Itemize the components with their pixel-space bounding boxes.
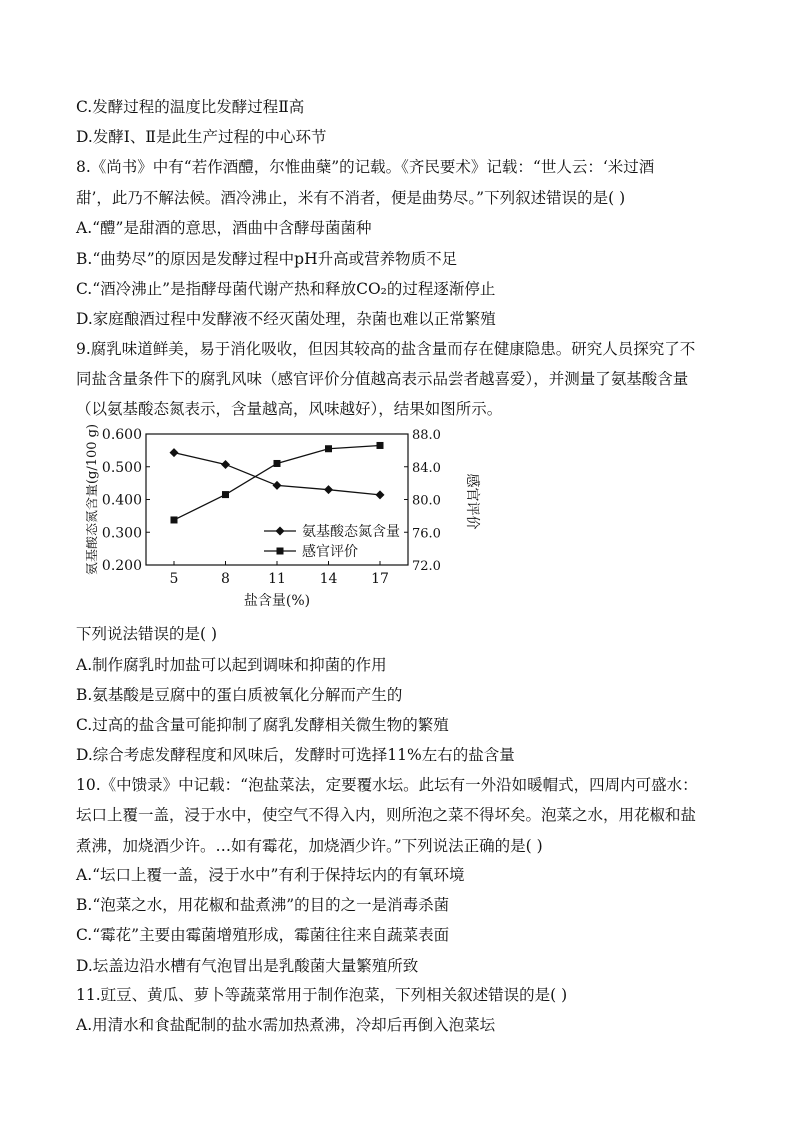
data-point-diamond — [273, 481, 282, 490]
text-line: C.“霉花”主要由霉菌增殖形成，霉菌往往来自蔬菜表面 — [76, 926, 450, 944]
y-right-tick-label: 88.0 — [412, 428, 441, 443]
x-axis-label: 盐含量(%) — [243, 593, 311, 609]
text-line: D.发酵Ⅰ、Ⅱ是此生产过程的中心环节 — [76, 128, 327, 146]
data-point-diamond — [376, 490, 385, 499]
text-line: 坛口上覆一盖，浸于水中，使空气不得入内，则所泡之菜不得坏矣。泡菜之水，用花椒和盐 — [76, 806, 697, 824]
text-line: C.发酵过程的温度比发酵过程Ⅱ高 — [76, 98, 305, 116]
text-line: C.“酒冷沸止”是指酵母菌代谢产热和释放CO₂的过程逐渐停止 — [76, 280, 496, 298]
x-tick-label: 14 — [319, 571, 338, 587]
data-point-square — [171, 516, 178, 523]
text-line: A.“醴”是甜酒的意思，酒曲中含酵母菌菌种 — [76, 219, 372, 237]
legend-marker-diamond — [276, 527, 285, 536]
text-line: 10.《中馈录》中记载：“泡盐菜法，定要覆水坛。此坛有一外沿如暖帽式，四周内可盛水： — [76, 776, 698, 794]
plot-frame — [146, 434, 408, 565]
data-point-diamond — [324, 485, 333, 494]
text-line: 同盐含量条件下的腐乳风味（感官评价分值越高表示品尝者越喜爱），并测量了氨基酸含量 — [76, 370, 689, 388]
x-tick-label: 8 — [221, 571, 230, 587]
text-line: B.“泡菜之水，用花椒和盐煮沸”的目的之一是消毒杀菌 — [76, 896, 450, 914]
y-right-tick-label: 72.0 — [412, 559, 441, 574]
text-line: 下列说法错误的是( ) — [76, 625, 218, 643]
data-point-diamond — [221, 460, 230, 469]
salt-content-chart — [86, 420, 486, 610]
text-line: 8.《尚书》中有“若作酒醴，尔惟曲蘖”的记载。《齐民要术》记载：“世人云：‘米过酒 — [76, 158, 655, 176]
text-line: A.“坛口上覆一盖，浸于水中”有利于保持坛内的有氧环境 — [76, 866, 465, 884]
y-left-tick-label: 0.500 — [101, 459, 142, 476]
y-right-tick-label: 84.0 — [412, 460, 441, 476]
text-line: A.制作腐乳时加盐可以起到调味和抑菌的作用 — [76, 656, 387, 674]
x-tick-label: 11 — [268, 571, 286, 587]
data-point-diamond — [170, 448, 179, 457]
y-left-tick-label: 0.600 — [101, 427, 142, 443]
data-point-square — [377, 442, 384, 449]
text-line: 甜’，此乃不解法候。酒冷沸止，米有不消者，便是曲势尽。”下列叙述错误的是( ) — [76, 189, 626, 207]
data-point-square — [222, 491, 229, 498]
y-right-tick-label: 80.0 — [412, 493, 441, 509]
text-line: B.氨基酸是豆腐中的蛋白质被氧化分解而产生的 — [76, 686, 403, 704]
text-line: D.综合考虑发酵程度和风味后，发酵时可选择11%左右的盐含量 — [76, 746, 515, 764]
text-line: C.过高的盐含量可能抑制了腐乳发酵相关微生物的繁殖 — [76, 716, 449, 734]
text-line: D.坛盖边沿水槽有气泡冒出是乳酸菌大量繁殖所致 — [76, 957, 419, 975]
x-tick-label: 17 — [371, 571, 389, 587]
y-left-tick-label: 0.200 — [101, 558, 142, 574]
text-line: A.用清水和食盐配制的盐水需加热煮沸，冷却后再倒入泡菜坛 — [76, 1016, 496, 1034]
text-line: 煮沸，加烧酒少许。…如有霉花，加烧酒少许。”下列说法正确的是( ) — [76, 837, 543, 855]
legend-marker-square — [277, 548, 284, 555]
y-left-tick-label: 0.300 — [101, 525, 142, 542]
y-right-axis-label: 感官评价 — [464, 473, 480, 530]
text-line: B.“曲势尽”的原因是发酵过程中pH升高或营养物质不足 — [76, 250, 458, 268]
y-left-axis-label: 氨基酸态氮含量(g/100 g) — [86, 423, 100, 576]
y-right-tick-label: 76.0 — [412, 526, 441, 542]
legend-label: 感官评价 — [302, 544, 358, 560]
legend-label: 氨基酸态氮含量 — [302, 524, 400, 540]
data-point-square — [325, 445, 332, 452]
text-line: 11.豇豆、黄瓜、萝卜等蔬菜常用于制作泡菜，下列相关叙述错误的是( ) — [76, 986, 568, 1004]
text-line: 9.腐乳味道鲜美，易于消化吸收，但因其较高的盐含量而存在健康隐患。研究人员探究了不 — [76, 340, 696, 358]
chart-svg — [86, 420, 486, 610]
y-left-tick-label: 0.400 — [101, 492, 142, 509]
data-point-square — [274, 460, 281, 467]
text-line: D.家庭酿酒过程中发酵液不经灭菌处理，杂菌也难以正常繁殖 — [76, 310, 496, 328]
text-line: （以氨基酸态氮表示，含量越高，风味越好），结果如图所示。 — [76, 400, 503, 418]
x-tick-label: 5 — [169, 571, 179, 587]
